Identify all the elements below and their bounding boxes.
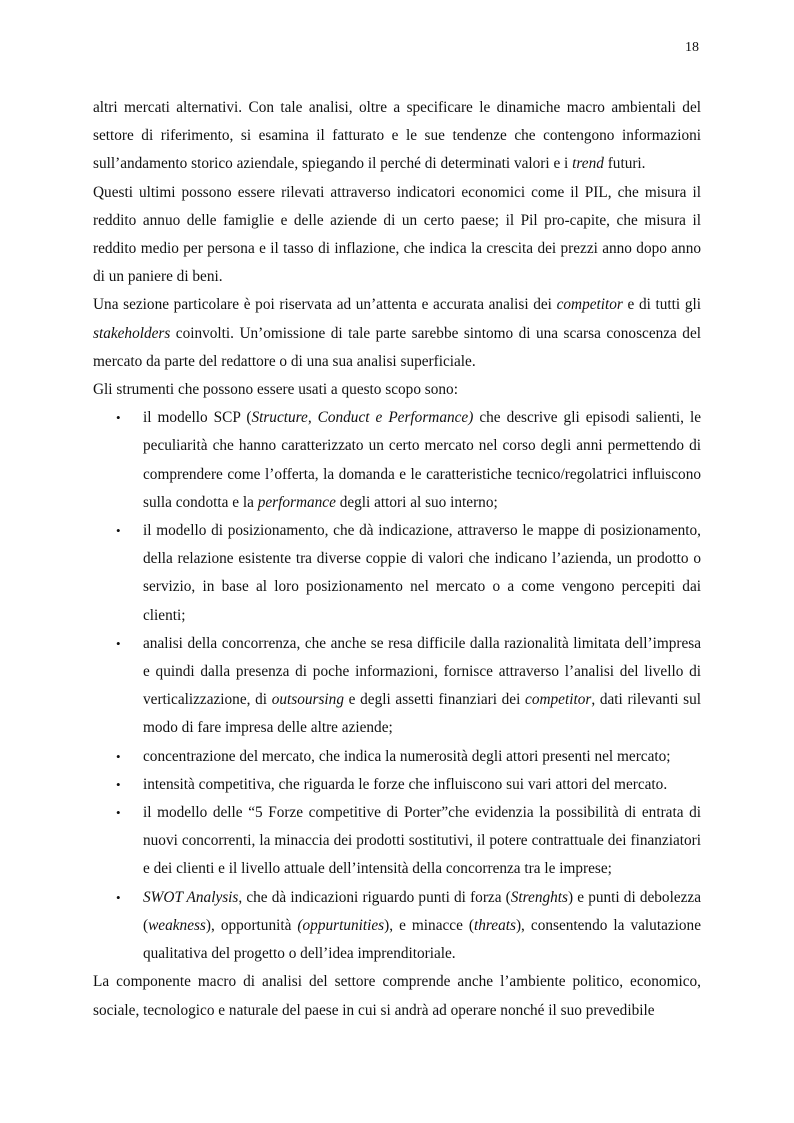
document-body bbox=[93, 94, 701, 1025]
italic-term: competitor bbox=[525, 691, 592, 709]
text-run: concentrazione del mercato, che indica la numerosità degli attori presenti nel mercato; bbox=[143, 747, 671, 765]
text-run: , che dà indicazioni riguardo punti di forza ( bbox=[238, 888, 511, 906]
text-run: La componente macro di analisi del settore comprende anche l’ambiente politico, economico, sociale, tecnologico e naturale del paese in cui si andrà ad operare nonché il suo prevedibile bbox=[93, 973, 701, 1019]
italic-term: weakness bbox=[148, 916, 206, 934]
body-paragraph bbox=[93, 179, 701, 292]
bullet-item bbox=[116, 404, 701, 517]
body-paragraph bbox=[93, 376, 701, 404]
italic-term: trend bbox=[572, 155, 604, 173]
text-run: ), consentendo la valutazione qualitativa del progetto o dell’idea imprenditoriale. bbox=[143, 916, 701, 963]
italic-term: stakeholders bbox=[93, 324, 171, 342]
italic-term: outsoursing bbox=[271, 691, 344, 709]
bullet-icon: • bbox=[116, 805, 121, 821]
text-run: ), opportunità bbox=[205, 916, 298, 934]
text-run: Gli strumenti che possono essere usati a questo scopo sono: bbox=[93, 381, 458, 399]
bullet-item bbox=[116, 517, 701, 630]
italic-term: Strenghts bbox=[510, 888, 568, 906]
bullet-icon: • bbox=[116, 523, 121, 539]
tools-bullet-list bbox=[93, 404, 701, 968]
text-run: altri mercati alternativi. Con tale analisi, oltre a specificare le dinamiche macro ambientali del settore di riferimento, si esamina il fatturato e le sue tendenze che contengono informazioni sull’andamento storico aziendale, spiegando il perché di determinati valori e i bbox=[93, 99, 701, 173]
bullet-item bbox=[116, 630, 701, 743]
italic-term: SWOT Analysis bbox=[143, 888, 239, 906]
bullet-item bbox=[116, 884, 701, 969]
bullet-icon: • bbox=[116, 889, 121, 905]
bullet-icon: • bbox=[116, 635, 121, 651]
text-run: e di tutti gli bbox=[622, 296, 701, 314]
text-run: ) e punti di debolezza ( bbox=[143, 888, 701, 934]
text-run: che descrive gli episodi salienti, le peculiarità che hanno caratterizzato un certo mercato nel corso degli anni permettendo di comprendere come l’offerta, la domanda e le caratteristiche tecnico/regolatrici influiscono sulla condotta e la bbox=[143, 409, 701, 511]
text-run: ), e minacce ( bbox=[384, 916, 474, 934]
italic-term: competitor bbox=[556, 296, 623, 314]
bullet-item bbox=[116, 799, 701, 884]
bullet-icon: • bbox=[116, 410, 121, 426]
closing-paragraphs bbox=[93, 968, 701, 1024]
text-run: , dati rilevanti sul modo di fare impresa delle altre aziende; bbox=[143, 691, 701, 737]
italic-term: performance bbox=[257, 493, 336, 511]
bullet-item bbox=[116, 743, 701, 771]
bullet-icon: • bbox=[116, 748, 121, 764]
text-run: coinvolti. Un’omissione di tale parte sarebbe sintomo di una scarsa conoscenza del mercato da parte del redattore o di una sua analisi superficiale. bbox=[93, 324, 701, 370]
text-run: il modello delle “5 Forze competitive di Porter”che evidenzia la possibilità di entrata di nuovi concorrenti, la minaccia dei prodotti sostitutivi, il potere contrattuale dei finanziatori e dei clienti e il livello attuale dell’intensità della concorrenza tra le imprese; bbox=[143, 804, 701, 878]
text-run: intensità competitiva, che riguarda le forze che influiscono sui vari attori del mercato. bbox=[143, 775, 668, 793]
page-number: 18 bbox=[685, 40, 699, 55]
text-run: e degli assetti finanziari dei bbox=[343, 691, 526, 709]
body-paragraph bbox=[93, 94, 701, 179]
text-run: degli attori al suo interno; bbox=[335, 493, 498, 511]
italic-term: (oppurtunities bbox=[297, 916, 385, 934]
text-run: il modello SCP ( bbox=[143, 409, 252, 427]
intro-paragraphs bbox=[93, 94, 701, 404]
bullet-item bbox=[116, 771, 701, 799]
text-run: Una sezione particolare è poi riservata ad un’attenta e accurata analisi dei bbox=[93, 296, 557, 314]
text-run: analisi della concorrenza, che anche se resa difficile dalla razionalità limitata dell’impresa e quindi dalla presenza di poche informazioni, fornisce attraverso l’analisi del livello di verticalizzazione, di bbox=[143, 634, 701, 709]
body-paragraph bbox=[93, 968, 701, 1024]
text-run: il modello di posizionamento, che dà indicazione, attraverso le mappe di posizionamento, della relazione esistente tra diverse coppie di valori che indicano l’azienda, un prodotto o servizio, in base al loro posizionamento nel mercato o a come vengono percepiti dai clienti; bbox=[143, 522, 701, 624]
body-paragraph bbox=[93, 291, 701, 376]
italic-term: Structure, Conduct e Performance) bbox=[251, 409, 474, 427]
italic-term: threats bbox=[474, 916, 516, 934]
bullet-icon: • bbox=[116, 776, 121, 792]
text-run: futuri. bbox=[603, 155, 646, 173]
text-run: Questi ultimi possono essere rilevati attraverso indicatori economici come il PIL, che misura il reddito annuo delle famiglie e delle aziende di un certo paese; il Pil pro-capite, che misura il reddito medio per persona e il tasso di inflazione, che indica la crescita dei prezzi anno dopo anno di un paniere di beni. bbox=[93, 183, 701, 286]
